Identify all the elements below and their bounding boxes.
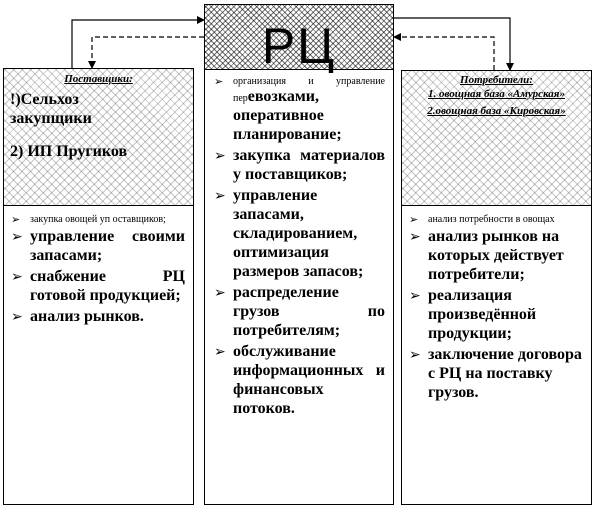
suppliers-heading: Поставщики: (64, 73, 133, 85)
consumer-1: 1. овощная база «Амурская» (428, 88, 565, 100)
list-item: ➢ управление запасами, складированием, оптимизация размеров запасов; (211, 186, 385, 281)
list-item: ➢ анализ рынков на которых действует потребители; (406, 227, 583, 284)
rc-to-consumer-arrow (394, 18, 510, 70)
rc-header-box (204, 4, 394, 74)
consumers-functions-box (401, 205, 592, 505)
consumers-heading: Потребители: (460, 74, 533, 86)
list-item: ➢ снабжение РЦ готовой продукцией; (8, 267, 185, 305)
suppliers-header-box (3, 68, 194, 206)
list-item: ➢ анализ потребности в овощах (406, 214, 583, 225)
rc-title: РЦ (261, 18, 337, 74)
consumer-2: 2.овощная база «Кировская» (427, 105, 566, 117)
list-item: ➢ управление своими запасами; (8, 227, 185, 265)
suppliers-functions-list (8, 214, 185, 326)
list-item: ➢ реализация произведённой продукции; (406, 286, 583, 343)
supplier-to-rc-arrow (72, 20, 204, 68)
list-item: ➢ обслуживание информационных и финансовых потоков. (211, 342, 385, 418)
list-item: ➢ анализ рынков. (8, 307, 185, 326)
rc-functions-box (204, 69, 394, 505)
consumer-to-rc-arrow (394, 37, 494, 70)
supplier-1: !)Сельхоз закупщики (10, 91, 92, 127)
suppliers-functions-box (3, 205, 194, 505)
rc-functions-list (211, 76, 385, 418)
list-item: ➢ распределение грузов по потребителям; (211, 283, 385, 340)
list-item: ➢ закупка материалов у поставщиков; (211, 146, 385, 184)
supplier-2: 2) ИП Пругиков (10, 143, 128, 160)
list-item: ➢ организация и управление перевозками, оперативное планирование; (211, 76, 385, 144)
list-item: ➢ заключение договора с РЦ на поставку грузов. (406, 345, 583, 402)
consumers-header-box (401, 70, 592, 206)
consumers-functions-list (406, 214, 583, 402)
list-item: ➢ закупка овощей уп оставщиков; (8, 214, 185, 225)
rc-to-supplier-arrow (92, 37, 204, 68)
